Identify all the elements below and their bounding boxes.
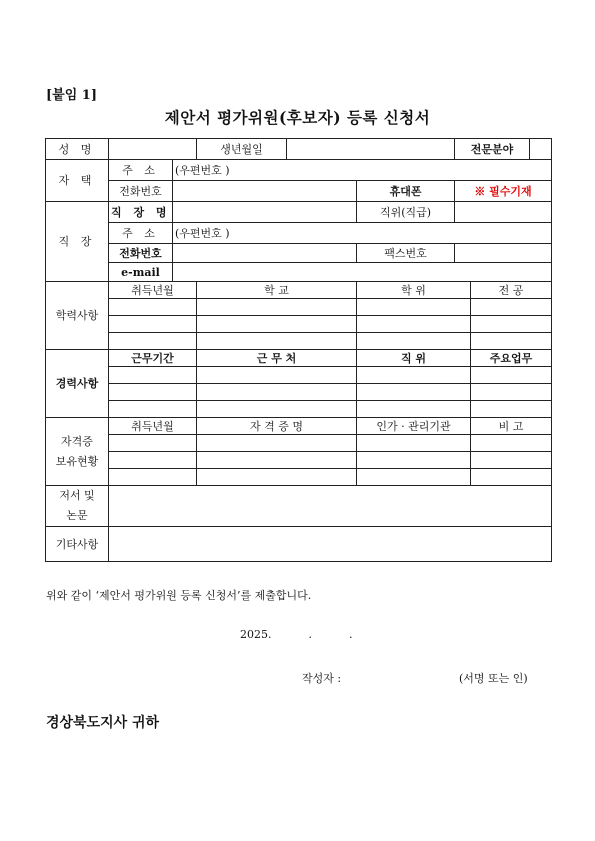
- registration-form-table: [45, 138, 552, 562]
- education-cell[interactable]: [197, 316, 357, 333]
- education-header: 전 공: [471, 282, 552, 299]
- education-label: 학력사항: [46, 282, 109, 350]
- cert-header: 자 격 증 명: [197, 418, 357, 435]
- cert-label-line1: 자격증: [61, 434, 93, 448]
- cert-header: 비 고: [471, 418, 552, 435]
- writer-label: 작성자 :: [302, 672, 342, 685]
- cert-cell[interactable]: [109, 469, 197, 486]
- mobile-label: 휴대폰: [357, 181, 455, 202]
- education-header: 학 위: [357, 282, 471, 299]
- education-header: 학 교: [197, 282, 357, 299]
- name-input[interactable]: [109, 139, 197, 160]
- career-header: 근 무 처: [197, 350, 357, 367]
- home-address-label: 주 소: [109, 160, 173, 181]
- work-label: 직 장: [46, 202, 109, 282]
- company-input[interactable]: [173, 202, 357, 223]
- education-cell[interactable]: [197, 333, 357, 350]
- cert-cell[interactable]: [109, 452, 197, 469]
- papers-input[interactable]: [109, 486, 552, 527]
- cert-cell[interactable]: [357, 469, 471, 486]
- career-cell[interactable]: [357, 384, 471, 401]
- submission-date: [240, 628, 370, 641]
- career-header: 근무기간: [109, 350, 197, 367]
- cert-cell[interactable]: [197, 452, 357, 469]
- annex-label: [붙임 1]: [46, 88, 97, 103]
- cert-cell[interactable]: [197, 435, 357, 452]
- career-cell[interactable]: [471, 384, 552, 401]
- cert-label-line2: 보유현황: [55, 454, 99, 468]
- form-title: 제안서 평가위원(후보자) 등록 신청서: [164, 108, 431, 127]
- signature-label: (서명 또는 인): [459, 672, 528, 685]
- birth-input[interactable]: [287, 139, 455, 160]
- education-cell[interactable]: [471, 333, 552, 350]
- education-cell[interactable]: [357, 299, 471, 316]
- work-address-input[interactable]: (우편번호 ): [173, 223, 552, 244]
- career-cell[interactable]: [197, 367, 357, 384]
- email-label: e-mail: [109, 263, 173, 282]
- fax-input[interactable]: [455, 244, 552, 263]
- papers-label-line2: 논문: [66, 509, 88, 522]
- career-cell[interactable]: [471, 367, 552, 384]
- cert-cell[interactable]: [471, 435, 552, 452]
- education-cell[interactable]: [109, 299, 197, 316]
- email-input[interactable]: [173, 263, 552, 282]
- education-cell[interactable]: [197, 299, 357, 316]
- home-phone-input[interactable]: [173, 181, 357, 202]
- education-cell[interactable]: [471, 299, 552, 316]
- education-cell[interactable]: [109, 316, 197, 333]
- career-header: 주요업무: [471, 350, 552, 367]
- work-phone-label: 전화번호: [109, 244, 173, 263]
- position-label: 직위(직급): [357, 202, 455, 223]
- name-label: 성 명: [46, 139, 109, 160]
- cert-header: 인가 · 관리기관: [357, 418, 471, 435]
- field-input[interactable]: [530, 139, 552, 160]
- position-input[interactable]: [455, 202, 552, 223]
- papers-label-line1: 저서 및: [59, 489, 95, 502]
- submission-statement: 위와 같이 ‘제안서 평가위원 등록 신청서’를 제출합니다.: [46, 589, 312, 602]
- career-cell[interactable]: [109, 367, 197, 384]
- cert-cell[interactable]: [471, 469, 552, 486]
- cert-cell[interactable]: [109, 435, 197, 452]
- company-label: 직 장 명: [109, 202, 173, 223]
- education-cell[interactable]: [109, 333, 197, 350]
- career-cell[interactable]: [357, 367, 471, 384]
- career-cell[interactable]: [197, 401, 357, 418]
- birth-label: 생년월일: [197, 139, 287, 160]
- field-label: 전문분야: [455, 139, 530, 160]
- date-month-dot: .: [308, 628, 312, 641]
- required-note: ※ 필수기재: [455, 181, 552, 202]
- education-cell[interactable]: [471, 316, 552, 333]
- date-year: 2025.: [240, 628, 272, 641]
- date-day-dot: .: [349, 628, 353, 641]
- career-label: 경력사항: [46, 350, 109, 418]
- other-input[interactable]: [109, 527, 552, 562]
- cert-cell[interactable]: [357, 435, 471, 452]
- career-cell[interactable]: [197, 384, 357, 401]
- education-cell[interactable]: [357, 316, 471, 333]
- home-phone-label: 전화번호: [109, 181, 173, 202]
- cert-cell[interactable]: [471, 452, 552, 469]
- addressee: 경상북도지사 귀하: [46, 715, 160, 731]
- fax-label: 팩스번호: [357, 244, 455, 263]
- cert-header: 취득년월: [109, 418, 197, 435]
- career-cell[interactable]: [357, 401, 471, 418]
- home-address-input[interactable]: (우편번호 ): [173, 160, 552, 181]
- education-cell[interactable]: [357, 333, 471, 350]
- cert-cell[interactable]: [197, 469, 357, 486]
- work-address-label: 주 소: [109, 223, 173, 244]
- career-cell[interactable]: [109, 384, 197, 401]
- cert-cell[interactable]: [357, 452, 471, 469]
- education-header: 취득년월: [109, 282, 197, 299]
- career-cell[interactable]: [109, 401, 197, 418]
- other-label: 기타사항: [46, 527, 109, 562]
- career-header: 직 위: [357, 350, 471, 367]
- career-cell[interactable]: [471, 401, 552, 418]
- cert-label: [46, 418, 109, 486]
- home-label: 자 택: [46, 160, 109, 202]
- papers-label: [46, 486, 109, 527]
- work-phone-input[interactable]: [173, 244, 357, 263]
